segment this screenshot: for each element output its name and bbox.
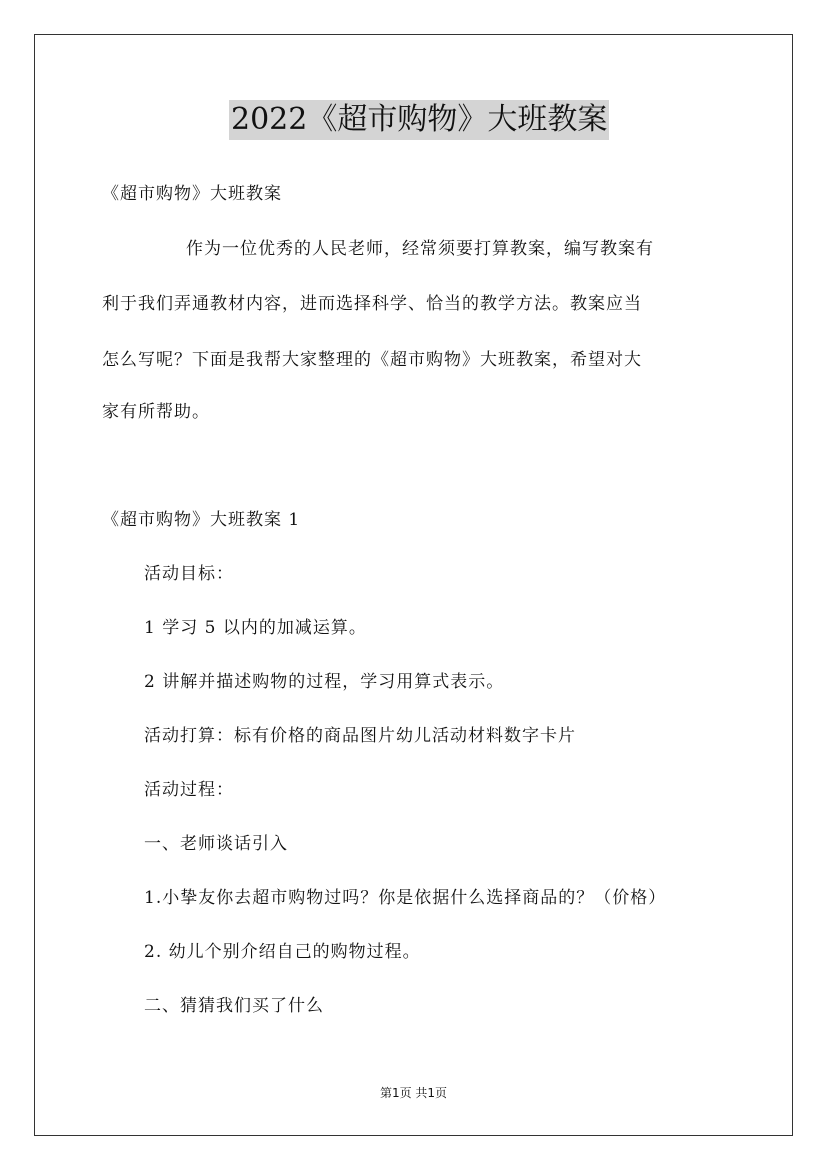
intro-line: 作为一位优秀的人民老师，经常须要打算教案，编写教案有 <box>186 239 654 259</box>
intro-line: 怎么写呢？下面是我帮大家整理的《超市购物》大班教案，希望对大 <box>102 350 642 370</box>
body-line: 活动打算：标有价格的商品图片幼儿活动材料数字卡片 <box>144 726 576 746</box>
section-heading: 《超市购物》大班教案 1 <box>102 510 301 530</box>
body-line: 1 学习 5 以内的加减运算。 <box>144 618 367 638</box>
body-line: 2 讲解并描述购物的过程，学习用算式表示。 <box>144 672 505 692</box>
body-line: 二、猜猜我们买了什么 <box>144 996 324 1016</box>
document-subtitle: 《超市购物》大班教案 <box>102 184 282 204</box>
body-line: 活动目标： <box>144 564 234 584</box>
intro-line: 利于我们弄通教材内容，进而选择科学、恰当的教学方法。教案应当 <box>102 294 642 314</box>
body-line: 活动过程： <box>144 780 234 800</box>
document-title: 2022《超市购物》大班教案 <box>229 100 609 140</box>
intro-line: 家有所帮助。 <box>102 402 210 422</box>
body-line: 2. 幼儿个别介绍自己的购物过程。 <box>144 942 421 962</box>
page-footer: 第1页 共1页 <box>379 1086 448 1100</box>
body-line: 1.小挚友你去超市购物过吗？你是依据什么选择商品的？（价格） <box>144 888 667 908</box>
body-line: 一、老师谈话引入 <box>144 834 288 854</box>
